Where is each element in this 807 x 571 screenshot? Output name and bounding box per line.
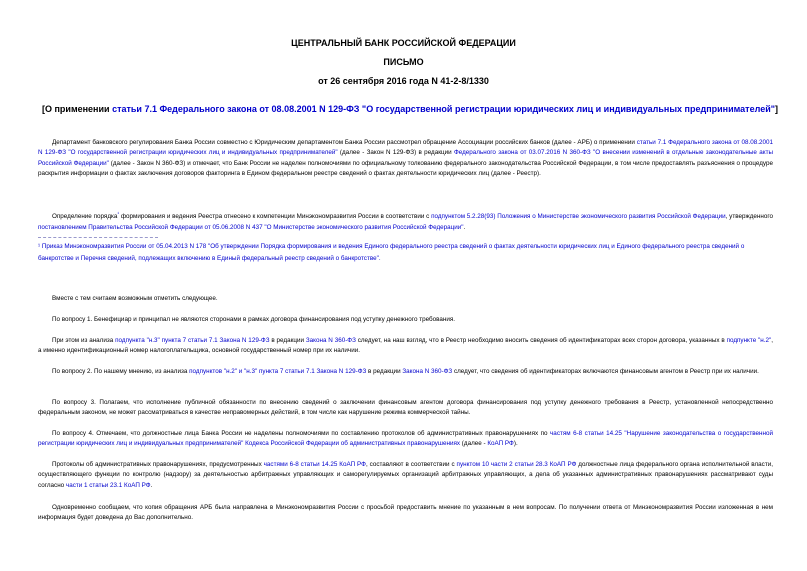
law-360-short-link-2[interactable]: Закона N 360-ФЗ [402, 368, 453, 375]
paragraph-3: Вместе с тем считаем возможным отметить следующее. [52, 295, 218, 302]
paragraph-2: Определение порядка$^{^1}$ формирования и ведения Реестра отнесено к компетенции Минэкономразвития России в соответствии с подпунктом 5.2.28(93) Положения о Министерстве экономического развития Российской Федерации, утвержденного постановлением Правительства Российской Федерации от 05.06.2008 N 437 "О Министерстве экономического развития Российской Федерации". [38, 211, 773, 231]
footnote-divider [38, 237, 158, 238]
date-number-heading: от 26 сентября 2016 года N 41-2-8/1330 [318, 76, 489, 86]
subpoints-n2-n3-link[interactable]: подпунктов "н.2" и "н.3" пункта 7 статьи 7.1 Закона N 129-ФЗ [189, 368, 367, 375]
law-129-link[interactable]: статьи 7.1 Федерального закона от 08.08.2001 N 129-ФЗ "О государственной регистрации юридических лиц и индивидуальных предпринимателей" [38, 139, 773, 157]
paragraph-10: Одновременно сообщаем, что копия обращения АРБ была направлена в Минэкономразвития России с просьбой предоставить мнение по указанным в нем вопросам. По получении ответа от Минэкономразвития России изложенная в нем информация будет доведена до Вас дополнительно. [38, 504, 773, 522]
law-360-link[interactable]: Федерального закона от 03.07.2016 N 360-ФЗ "О внесении изменений в отдельные законодательные акты Российской Федерации" [38, 149, 773, 167]
paragraph-6: По вопросу 2. По нашему мнению, из анализа подпунктов "н.2" и "н.3" пункта 7 статьи 7.1 Закона N 129-ФЗ в редакции Закона N 360-ФЗ следует, что сведения об идентификаторах включаются финансовым агентом в Реестр при их наличии. [52, 368, 759, 375]
koap-1425-link[interactable]: частями 6-8 статьи 14.25 КоАП РФ [263, 461, 366, 468]
paragraph-4: По вопросу 1. Бенефициар и принципал не являются сторонами в рамках договора финансирования под уступку денежного требования. [52, 316, 456, 323]
paragraph-8: По вопросу 4. Отмечаем, что должностные лица Банка России не наделены полномочиями по составлению протоколов об административных правонарушениях по частям 6-8 статьи 14.25 "Нарушение законодательства о государственной регистрации юридических лиц и индивидуальных предпринимателей" Кодекса Российской Федерации об административных правонарушениях (далее - КоАП РФ). [38, 430, 773, 448]
law-360-short-link[interactable]: Закона N 360-ФЗ [305, 337, 356, 344]
paragraph-7: По вопросу 3. Полагаем, что исполнение публичной обязанности по внесению сведений о заключении финансовым агентом договора финансирования под уступку денежного требования в Реестр, установленной непосредственно федеральным законом, не может рассматриваться в качестве неправомерных действий, в том числе как нарушение режима коммерческой тайны. [38, 399, 773, 417]
footnote-marker[interactable]: ¹ [117, 211, 120, 217]
government-resolution-link[interactable]: постановлением Правительства Российской Федерации от 05.06.2008 N 437 "О Министерстве экономического развития Российской Федерации" [38, 223, 464, 231]
footnote[interactable]: ¹ Приказ Минэкономразвития России от 05.04.2013 N 178 "Об утверждении Порядка формирования и ведения Единого федерального реестра сведений о фактах деятельности юридических лиц и Единого федерального реестра сведений о банкротстве и Перечня сведений, подлежащих включению в Единый федеральный реестр сведений о банкротстве". [38, 243, 745, 262]
subject-law-link[interactable]: статьи 7.1 Федерального закона от 08.08.2001 N 129-ФЗ "О государственной регистрации юридических лиц и индивидуальных предпринимателей" [112, 104, 776, 114]
koap-283-link[interactable]: пунктом 10 части 2 статьи 28.3 КоАП РФ [456, 461, 577, 468]
subpoint-n2-link[interactable]: подпункте "н.2" [726, 337, 772, 344]
paragraph-9: Протоколы об административных правонарушениях, предусмотренных частями 6-8 статьи 14.25 КоАП РФ, составляют в соответствии с пунктом 10 части 2 статьи 28.3 КоАП РФ должностные лица федерального органа исполнительной власти, осуществляющего функции по контролю (надзору) за деятельностью арбитражных управляющих и саморегулируемых организаций арбитражных управляющих, а дела об указанных административных правонарушениях рассматривают суды согласно части 1 статьи 23.1 КоАП РФ. [38, 461, 773, 489]
paragraph-5: При этом из анализа подпункта "н.3" пункта 7 статьи 7.1 Закона N 129-ФЗ в редакции Закона N 360-ФЗ следует, на наш взгляд, что в Реестр необходимо вносить сведения об идентификаторах всех сторон договора, указанных в подпункте "н.2", а именно идентификационный номер налогоплательщика, основной государственный номер при их наличии. [38, 337, 773, 355]
koap-231-link[interactable]: части 1 статьи 23.1 КоАП РФ [65, 481, 151, 489]
koap-link[interactable]: КоАП РФ [487, 440, 514, 448]
org-heading: ЦЕНТРАЛЬНЫЙ БАНК РОССИЙСКОЙ ФЕДЕРАЦИИ [291, 38, 516, 48]
subject-line: [О применении статьи 7.1 Федерального закона от 08.08.2001 N 129-ФЗ "О государственной регистрации юридических лиц и индивидуальных предпринимателей"] [41, 104, 779, 114]
subpoint-n3-link[interactable]: подпункта "н.3" пункта 7 статьи 7.1 Закона N 129-ФЗ [115, 337, 270, 344]
koap-parts-6-8-link[interactable]: частям 6-8 статьи 14.25 "Нарушение законодательства о государственной регистрации юридических лиц и индивидуальных предпринимателей" Кодекса Российской Федерации об административных правонарушениях [38, 430, 773, 448]
paragraph-1: Департамент банковского регулирования Банка России совместно с Юридическим департаментом Банка России рассмотрел обращение Ассоциации российских банков (далее - АРБ) о применении статьи 7.1 Федерального закона от 08.08.2001 N 129-ФЗ "О государственной регистрации юридических лиц и индивидуальных предпринимателей" (далее - Закон N 129-ФЗ) в редакции Федерального закона от 03.07.2016 N 360-ФЗ "О внесении изменений в отдельные законодательные акты Российской Федерации" (далее - Закон N 360-ФЗ) и отмечает, что Банк России не наделен полномочиями по официальному толкованию федерального законодательства Российской Федерации, в том числе предоставлять разъяснения о процедуре раскрытия информации о фактах заключения договоров факторинга в Едином федеральном реестре сведений о фактах деятельности юридических лиц (далее - Реестр). [38, 139, 773, 178]
regulation-link[interactable]: подпунктом 5.2.28(93) Положения о Министерстве экономического развития Российской Федерации [431, 213, 726, 221]
doc-type-heading: ПИСЬМО [383, 57, 424, 67]
